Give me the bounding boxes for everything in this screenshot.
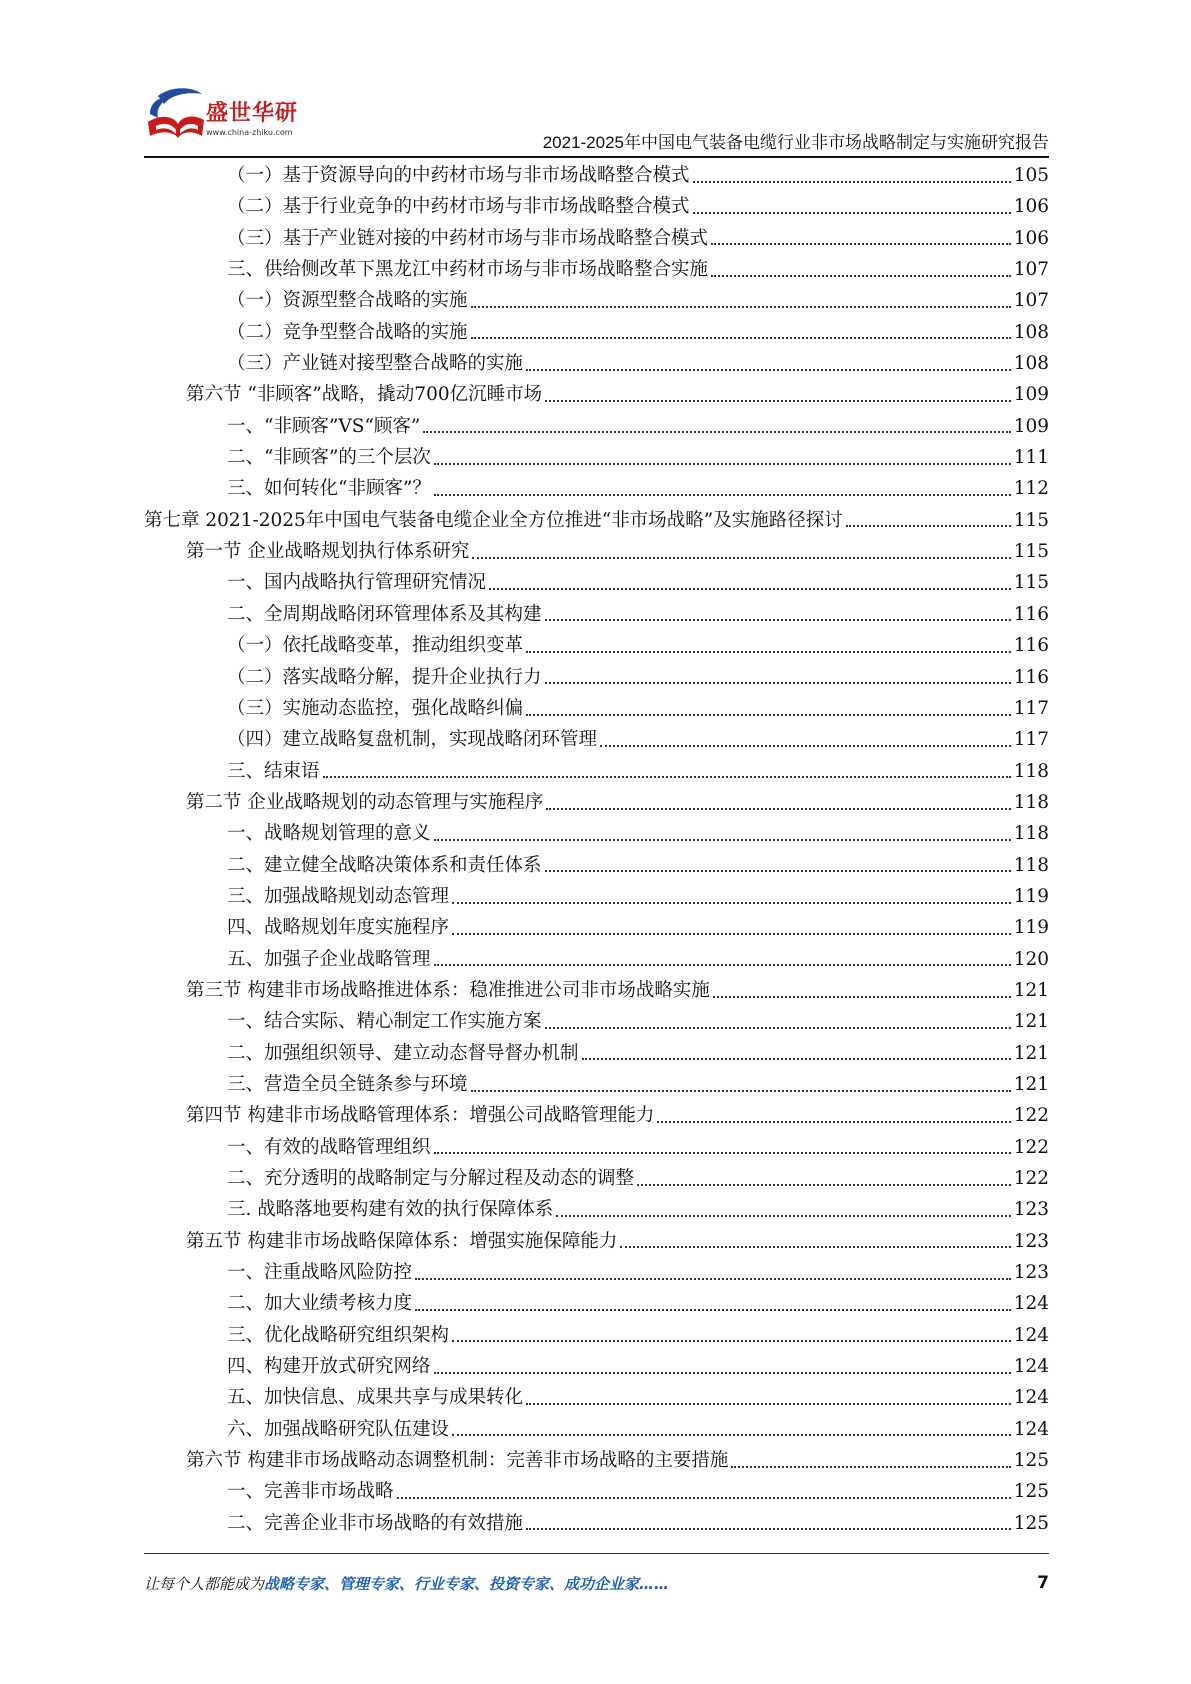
toc-dot-leader (711, 243, 1011, 245)
toc-entry[interactable] (144, 473, 1049, 504)
toc-entry-label: 二、完善企业非市场战略的有效措施 (227, 1512, 524, 1534)
toc-entry-page: 115 (1013, 509, 1049, 531)
toc-entry-page: 121 (1013, 1042, 1049, 1064)
toc-entry-page: 118 (1013, 760, 1049, 782)
toc-dot-leader (434, 1372, 1011, 1374)
toc-dot-leader (434, 463, 1011, 465)
toc-entry-page: 117 (1013, 697, 1049, 719)
toc-entry-page: 116 (1013, 635, 1049, 657)
toc-entry-page: 125 (1013, 1481, 1049, 1503)
toc-entry-page: 115 (1013, 541, 1049, 563)
toc-entry[interactable] (144, 787, 1049, 818)
toc-entry-page: 109 (1013, 384, 1049, 406)
toc-entry[interactable] (144, 1414, 1049, 1445)
toc-dot-leader (693, 212, 1011, 214)
toc-dot-leader (423, 431, 1010, 433)
toc-dot-leader (713, 996, 1011, 998)
toc-entry[interactable] (144, 191, 1049, 222)
toc-entry-page: 112 (1013, 478, 1049, 500)
toc-entry[interactable] (144, 1445, 1049, 1476)
toc-entry[interactable] (144, 1257, 1049, 1288)
toc-entry-label: 五、加强子企业战略管理 (227, 948, 431, 970)
toc-entry-label: 二、充分透明的战略制定与分解过程及动态的调整 (227, 1168, 635, 1189)
toc-dot-leader (489, 588, 1011, 590)
toc-entry[interactable] (144, 1320, 1049, 1351)
toc-dot-leader (526, 369, 1011, 371)
toc-entry-page: 121 (1013, 1011, 1049, 1033)
toc-entry[interactable] (144, 379, 1049, 410)
toc-entry[interactable] (144, 756, 1049, 787)
toc-dot-leader (846, 525, 1011, 527)
toc-entry-page: 109 (1013, 415, 1049, 437)
toc-entry-page: 116 (1013, 603, 1049, 625)
toc-entry-label: 第二节 企业战略规划的动态管理与实施程序 (186, 791, 544, 813)
toc-entry-page: 121 (1013, 979, 1049, 1001)
toc-entry-page: 123 (1013, 1199, 1049, 1221)
toc-dot-leader (693, 181, 1011, 183)
toc-entry-label: 三、如何转化“非顾客”？ (227, 478, 431, 500)
toc-entry-label: 第五节 构建非市场战略保障体系：增强实施保障能力 (186, 1230, 618, 1252)
toc-entry-page: 123 (1013, 1230, 1049, 1252)
toc-entry[interactable] (144, 1069, 1049, 1100)
toc-entry-page: 118 (1013, 854, 1049, 876)
toc-entry-label: 二、全周期战略闭环管理体系及其构建 (227, 603, 542, 625)
toc-entry-label: 六、加强战略研究队伍建设 (227, 1418, 450, 1440)
toc-entry-page: 124 (1013, 1293, 1049, 1315)
toc-entry-label: 一、结合实际、精心制定工作实施方案 (227, 1011, 542, 1033)
toc-entry-label: 四、战略规划年度实施程序 (227, 917, 450, 939)
footer-slogan-highlight: 战略专家、管理专家、行业专家、投资专家、成功企业家…… (264, 1575, 670, 1593)
toc-dot-leader (545, 619, 1011, 621)
toc-entry-page: 117 (1013, 729, 1049, 751)
logo-url: www.china-zhiku.com (206, 128, 293, 137)
toc-entry[interactable] (144, 348, 1049, 379)
toc-dot-leader (545, 400, 1011, 402)
toc-dot-leader (582, 1058, 1011, 1060)
toc-entry-page: 122 (1013, 1168, 1049, 1189)
page-number: 7 (1037, 1573, 1049, 1593)
toc-entry-page: 119 (1013, 885, 1049, 907)
toc-entry-page: 120 (1013, 948, 1049, 970)
toc-dot-leader (471, 1090, 1011, 1092)
toc-entry[interactable] (144, 1476, 1049, 1507)
toc-dot-leader (472, 557, 1010, 559)
toc-entry-page: 116 (1013, 666, 1049, 688)
toc-dot-leader (452, 933, 1011, 935)
page-footer (144, 1573, 1049, 1597)
toc-dot-leader (600, 745, 1011, 747)
toc-entry-label: 一、战略规划管理的意义 (227, 823, 431, 845)
toc-entry[interactable] (144, 536, 1049, 567)
toc-entry-page: 122 (1013, 1105, 1049, 1127)
toc-dot-leader (323, 776, 1011, 778)
toc-entry[interactable] (144, 411, 1049, 442)
toc-entry-page: 111 (1013, 447, 1049, 469)
toc-entry-page: 107 (1013, 290, 1049, 312)
footer-slogan-lead: 让每个人都能成为 (144, 1575, 265, 1593)
toc-entry-label: （三）产业链对接型整合战略的实施 (227, 353, 524, 375)
toc-dot-leader (711, 275, 1011, 277)
toc-entry-page: 122 (1013, 1136, 1049, 1158)
toc-entry[interactable] (144, 1100, 1049, 1131)
toc-entry[interactable] (144, 1382, 1049, 1413)
toc-entry-page: 107 (1013, 259, 1049, 281)
toc-dot-leader (545, 870, 1011, 872)
toc-dot-leader (526, 1403, 1011, 1405)
toc-entry[interactable] (144, 1006, 1049, 1037)
toc-entry[interactable] (144, 285, 1049, 316)
footer-divider (144, 1553, 1049, 1554)
toc-entry-label: 一、国内战略执行管理研究情况 (227, 572, 487, 594)
report-title: 2021-2025年中国电气装备电缆行业非市场战略制定与实施研究报告 (542, 133, 1049, 152)
toc-entry-label: （二）基于行业竞争的中药材市场与非市场战略整合模式 (227, 196, 690, 218)
toc-entry-label: 第六节 构建非市场战略动态调整机制：完善非市场战略的主要措施 (186, 1450, 729, 1472)
toc-entry-label: 二、“非顾客”的三个层次 (227, 447, 431, 469)
toc-dot-leader (471, 337, 1011, 339)
toc-entry-page: 106 (1013, 227, 1049, 249)
toc-entry[interactable] (144, 317, 1049, 348)
toc-dot-leader (556, 1215, 1010, 1217)
toc-entry-page: 115 (1013, 572, 1049, 594)
toc-dot-leader (397, 1497, 1011, 1499)
toc-entry-label: 第三节 构建非市场战略推进体系：稳准推进公司非市场战略实施 (186, 979, 710, 1001)
toc-entry-label: （一）基于资源导向的中药材市场与非市场战略整合模式 (227, 165, 690, 186)
toc-entry-label: 三、供给侧改革下黑龙江中药材市场与非市场战略整合实施 (227, 259, 709, 281)
table-of-contents (144, 160, 1049, 1539)
toc-dot-leader (415, 1278, 1011, 1280)
toc-entry[interactable] (144, 850, 1049, 881)
header-divider (144, 156, 1049, 158)
toc-entry-page: 108 (1013, 321, 1049, 343)
toc-entry-label: （一）资源型整合战略的实施 (227, 290, 468, 312)
toc-entry-page: 106 (1013, 196, 1049, 218)
toc-entry-page: 124 (1013, 1356, 1049, 1378)
toc-entry[interactable] (144, 630, 1049, 661)
toc-entry[interactable] (144, 1351, 1049, 1382)
toc-dot-leader (452, 1340, 1011, 1342)
toc-entry-page: 125 (1013, 1512, 1049, 1534)
toc-entry-label: 一、有效的战略管理组织 (227, 1136, 431, 1158)
toc-dot-leader (471, 306, 1011, 308)
logo-name: 盛世华研 (206, 101, 299, 126)
company-logo (144, 84, 314, 148)
toc-entry[interactable] (144, 1194, 1049, 1225)
toc-dot-leader (526, 714, 1011, 716)
toc-entry[interactable] (144, 662, 1049, 693)
toc-entry-label: （三）基于产业链对接的中药材市场与非市场战略整合模式 (227, 227, 709, 249)
toc-entry[interactable] (144, 944, 1049, 975)
toc-entry[interactable] (144, 442, 1049, 473)
toc-dot-leader (657, 1121, 1010, 1123)
toc-entry[interactable] (144, 881, 1049, 912)
toc-entry[interactable] (144, 567, 1049, 598)
toc-dot-leader (434, 1152, 1011, 1154)
toc-entry-label: 三、加强战略规划动态管理 (227, 885, 450, 907)
toc-entry-page: 108 (1013, 353, 1049, 375)
toc-entry-label: 四、构建开放式研究网络 (227, 1356, 431, 1378)
toc-dot-leader (731, 1466, 1010, 1468)
toc-dot-leader (452, 902, 1011, 904)
toc-dot-leader (526, 1528, 1011, 1530)
toc-entry-label: 一、完善非市场战略 (227, 1481, 394, 1503)
page-header (144, 84, 1049, 154)
toc-entry[interactable] (144, 1288, 1049, 1319)
toc-entry[interactable] (144, 505, 1049, 536)
toc-entry-label: 五、加快信息、成果共享与成果转化 (227, 1387, 524, 1409)
toc-entry-page: 123 (1013, 1262, 1049, 1284)
toc-entry-label: 一、注重战略风险防控 (227, 1262, 413, 1284)
toc-entry-page: 124 (1013, 1324, 1049, 1346)
toc-entry[interactable] (144, 1508, 1049, 1539)
toc-entry-label: 第六节 “非顾客”战略，撬动700亿沉睡市场 (186, 384, 543, 406)
toc-entry[interactable] (144, 1226, 1049, 1257)
toc-dot-leader (526, 651, 1011, 653)
toc-entry-label: （二）落实战略分解，提升企业执行力 (227, 666, 542, 688)
toc-entry-page: 119 (1013, 917, 1049, 939)
toc-entry-label: 第四节 构建非市场战略管理体系：增强公司战略管理能力 (186, 1105, 655, 1127)
toc-entry[interactable] (144, 254, 1049, 285)
toc-entry[interactable] (144, 160, 1049, 191)
toc-dot-leader (434, 964, 1011, 966)
toc-entry-page: 121 (1013, 1073, 1049, 1095)
toc-entry-page: 105 (1013, 165, 1049, 186)
toc-entry[interactable] (144, 912, 1049, 943)
toc-entry-label: 第七章 2021-2025年中国电气装备电缆企业全方位推进“非市场战略”及实施路径探讨 (144, 509, 843, 531)
toc-entry-page: 125 (1013, 1450, 1049, 1472)
toc-entry[interactable] (144, 693, 1049, 724)
toc-dot-leader (452, 1434, 1011, 1436)
toc-entry-label: （四）建立战略复盘机制，实现战略闭环管理 (227, 729, 598, 751)
toc-dot-leader (546, 808, 1010, 810)
toc-entry-page: 124 (1013, 1418, 1049, 1440)
toc-entry[interactable] (144, 975, 1049, 1006)
toc-dot-leader (545, 682, 1011, 684)
toc-entry-label: 二、加强组织领导、建立动态督导督办机制 (227, 1042, 579, 1064)
toc-entry-label: 第一节 企业战略规划执行体系研究 (186, 541, 470, 563)
toc-entry-label: 一、“非顾客”VS“顾客” (227, 415, 421, 437)
toc-entry[interactable] (144, 818, 1049, 849)
toc-entry-page: 118 (1013, 791, 1049, 813)
toc-dot-leader (545, 1027, 1011, 1029)
toc-dot-leader (415, 1309, 1011, 1311)
toc-entry-label: 二、建立健全战略决策体系和责任体系 (227, 854, 542, 876)
toc-entry[interactable] (144, 1132, 1049, 1163)
toc-entry-label: 三、营造全员全链条参与环境 (227, 1073, 468, 1095)
toc-entry-label: 二、加大业绩考核力度 (227, 1293, 413, 1315)
toc-entry-label: 三. 战略落地要构建有效的执行保障体系 (227, 1199, 554, 1221)
toc-entry-label: （二）竞争型整合战略的实施 (227, 321, 468, 343)
toc-dot-leader (434, 839, 1011, 841)
book-swoosh-icon (144, 84, 206, 144)
toc-entry-page: 124 (1013, 1387, 1049, 1409)
toc-entry-label: 三、结束语 (227, 760, 320, 782)
toc-entry[interactable] (144, 724, 1049, 755)
toc-entry-label: 三、优化战略研究组织架构 (227, 1324, 450, 1346)
toc-entry[interactable] (144, 223, 1049, 254)
toc-entry[interactable] (144, 1163, 1049, 1194)
toc-entry-page: 118 (1013, 823, 1049, 845)
toc-dot-leader (637, 1184, 1011, 1186)
toc-entry-label: （三）实施动态监控，强化战略纠偏 (227, 697, 524, 719)
toc-entry[interactable] (144, 1038, 1049, 1069)
toc-dot-leader (620, 1246, 1010, 1248)
toc-dot-leader (434, 494, 1011, 496)
toc-entry-label: （一）依托战略变革，推动组织变革 (227, 635, 524, 657)
toc-entry[interactable] (144, 599, 1049, 630)
